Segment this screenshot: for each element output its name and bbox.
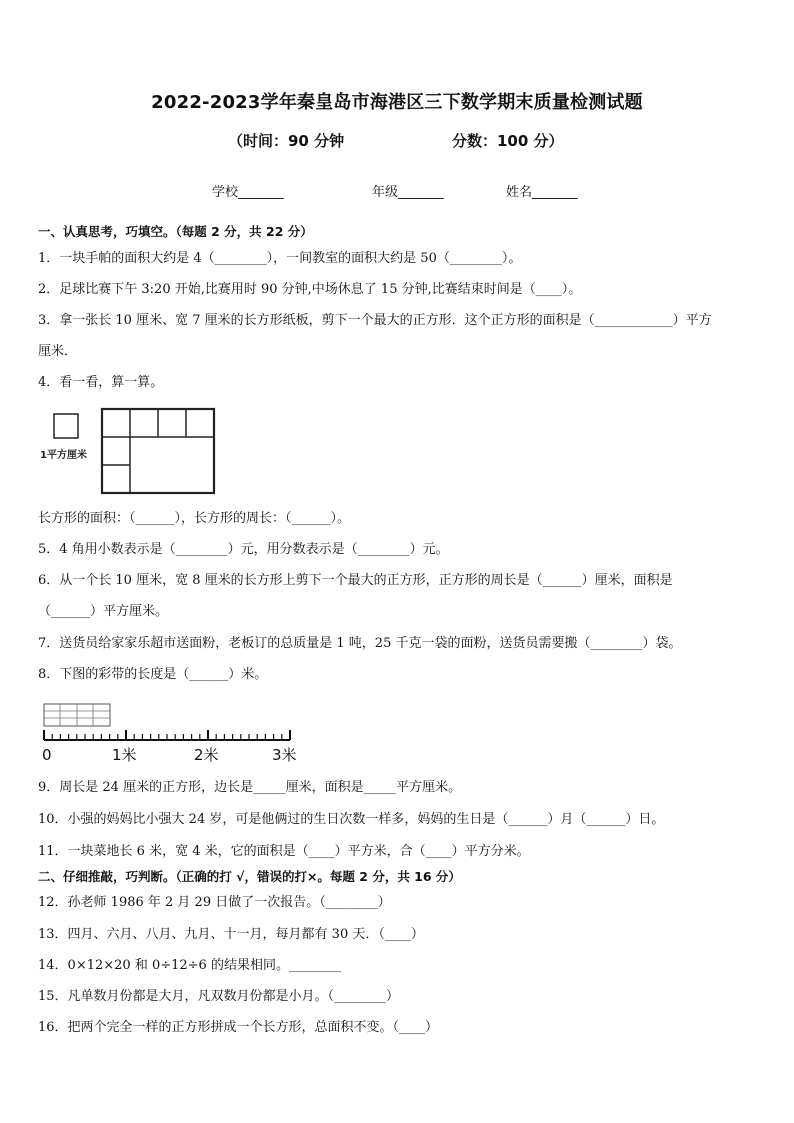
- question-13: 13．四月、六月、八月、九月、十一月，每月都有 30 天．（____）: [38, 927, 424, 942]
- school-field: 学校_______: [212, 185, 284, 200]
- question-10: 10．小强的妈妈比小强大 24 岁，可是他俩过的生日次数一样多，妈妈的生日是（______）月（______）日。: [38, 812, 665, 827]
- question-16: 16．把两个完全一样的正方形拼成一个长方形，总面积不变。（____）: [38, 1020, 439, 1035]
- question-11: 11．一块菜地长 6 米，宽 4 米，它的面积是（____）平方米，合（____）平方分米。: [38, 844, 530, 859]
- grade-field: 年级_______: [372, 185, 444, 200]
- question-4: 4．看一看，算一算。: [38, 375, 164, 390]
- area-grid-figure: [38, 403, 228, 498]
- unit-square-label: 1平方厘米: [40, 450, 87, 461]
- question-3-line-2: 厘米．: [38, 344, 78, 359]
- ruler-label-1m: 1米: [112, 746, 137, 764]
- ruler-label-2m: 2米: [194, 746, 219, 764]
- question-8-ruler: [38, 700, 308, 772]
- page-title: 2022-2023学年秦皇岛市海港区三下数学期末质量检测试题: [151, 92, 643, 113]
- total-score: 分数：100 分）: [452, 132, 564, 150]
- question-2: 2．足球比赛下午 3:20 开始,比赛用时 90 分钟,中场休息了 15 分钟,比赛结束时间是（____）。: [38, 282, 582, 297]
- ruler-ticks: [44, 730, 290, 740]
- ribbon-ruler-figure: [38, 700, 308, 768]
- question-7: 7．送货员给家家乐超市送面粉，老板订的总质量是 1 吨，25 千克一袋的面粉，送货员需要搬（________）袋。: [38, 636, 682, 651]
- question-4-answer: 长方形的面积：（______），长方形的周长：（______）。: [38, 511, 351, 526]
- question-1: 1．一块手帕的面积大约是 4（________），一间教室的面积大约是 50（________）。: [38, 251, 522, 266]
- question-8: 8．下图的彩带的长度是（______）米。: [38, 667, 268, 682]
- question-12: 12．孙老师 1986 年 2 月 29 日做了一次报告。（________）: [38, 895, 391, 910]
- question-9: 9．周长是 24 厘米的正方形，边长是_____厘米，面积是_____平方厘米。: [38, 780, 462, 795]
- time-limit: （时间：90 分钟: [228, 132, 345, 150]
- question-3-line-1: 3．拿一张长 10 厘米、宽 7 厘米的长方形纸板，剪下一个最大的正方形．这个正方形的面积是（____________）平方: [38, 313, 712, 328]
- ruler-label-0: 0: [42, 746, 52, 764]
- name-field: 姓名_______: [506, 185, 578, 200]
- question-6-line-2: （______）平方厘米。: [38, 604, 169, 619]
- question-5: 5．4 角用小数表示是（________）元，用分数表示是（________）元。: [38, 542, 449, 557]
- ruler-label-3m: 3米: [272, 746, 297, 764]
- question-14: 14．0×12×20 和 0÷12÷6 的结果相同。________: [38, 958, 341, 973]
- section-2-heading: 二、仔细推敲，巧判断。（正确的打 √，错误的打×。每题 2 分，共 16 分）: [38, 869, 461, 884]
- question-15: 15．凡单数月份都是大月，凡双数月份都是小月。（________）: [38, 989, 400, 1004]
- question-4-figure: [38, 403, 228, 502]
- unit-square: [54, 414, 78, 438]
- section-1-heading: 一、认真思考，巧填空。（每题 2 分，共 22 分）: [38, 224, 313, 239]
- question-6-line-1: 6．从一个长 10 厘米，宽 8 厘米的长方形上剪下一个最大的正方形，正方形的周长是（______）厘米，面积是: [38, 573, 673, 588]
